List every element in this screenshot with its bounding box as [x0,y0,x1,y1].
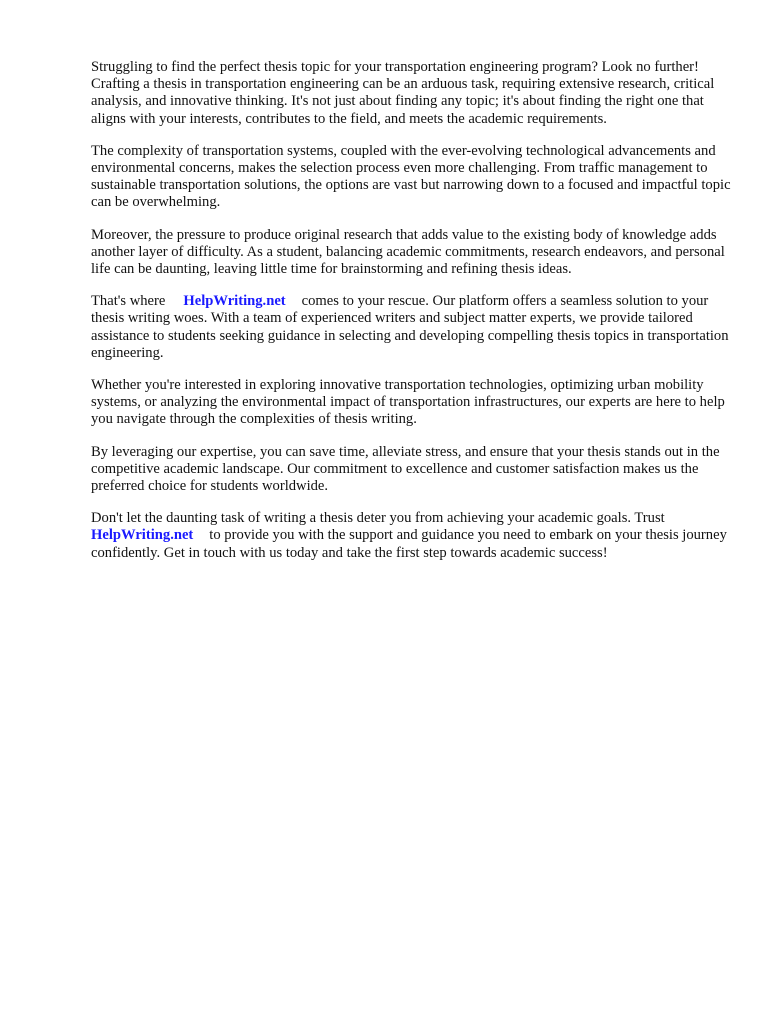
document-body [91,59,731,577]
paragraph-trust [91,510,731,562]
helpwriting-link[interactable]: HelpWriting.net [183,293,286,310]
paragraph-pressure: Moreover, the pressure to produce original research that adds value to the existing body of knowledge adds another layer of difficulty. As a student, balancing academic commitments, research endeavors, and personal life can be daunting, leaving little time for brainstorming and refining thesis ideas. [91,226,725,278]
paragraph-trust-lead: Don't let the daunting task of writing a thesis deter you from achieving your academic goals. Trust [91,510,665,527]
helpwriting-link-2[interactable]: HelpWriting.net [91,527,194,544]
paragraph-thats-where-lead: That's where [91,293,166,310]
paragraph-intro: Struggling to find the perfect thesis topic for your transportation engineering program? Look no further! Crafting a thesis in transportation engineering can be an arduous task, requiring extensive research, critical analysis, and innovative thinking. It's not just about finding any topic; it's about finding the right one that aligns with your interests, contributes to the field, and meets the academic requirements. [91,59,715,127]
paragraph-expertise: By leveraging our expertise, you can save time, alleviate stress, and ensure that your thesis stands out in the competitive academic landscape. Our commitment to excellence and customer satisfaction makes us the preferred choice for students worldwide. [91,443,720,495]
paragraph-thats-where [91,293,731,362]
paragraph-thats-where-rest: comes to your rescue. Our platform offers a seamless solution to your thesis writing woes. With a team of experienced writers and subject matter experts, we provide tailored assistance to students seeking guidance in selecting and developing compelling thesis topics in transportation engineering. [91,293,729,361]
paragraph-interests: Whether you're interested in exploring innovative transportation technologies, optimizing urban mobility systems, or analyzing the environmental impact of transportation infrastructures, our experts are here to help you navigate through the complexities of thesis writing. [91,377,725,428]
paragraph-trust-rest: to provide you with the support and guidance you need to embark on your thesis journey confidently. Get in touch with us today and take the first step towards academic success! [91,527,727,561]
paragraph-complexity: The complexity of transportation systems, coupled with the ever-evolving technological advancements and environmental concerns, makes the selection process even more challenging. From traffic management to sustainable transportation solutions, the options are vast but narrowing down to a focused and impactful topic can be overwhelming. [91,142,731,211]
